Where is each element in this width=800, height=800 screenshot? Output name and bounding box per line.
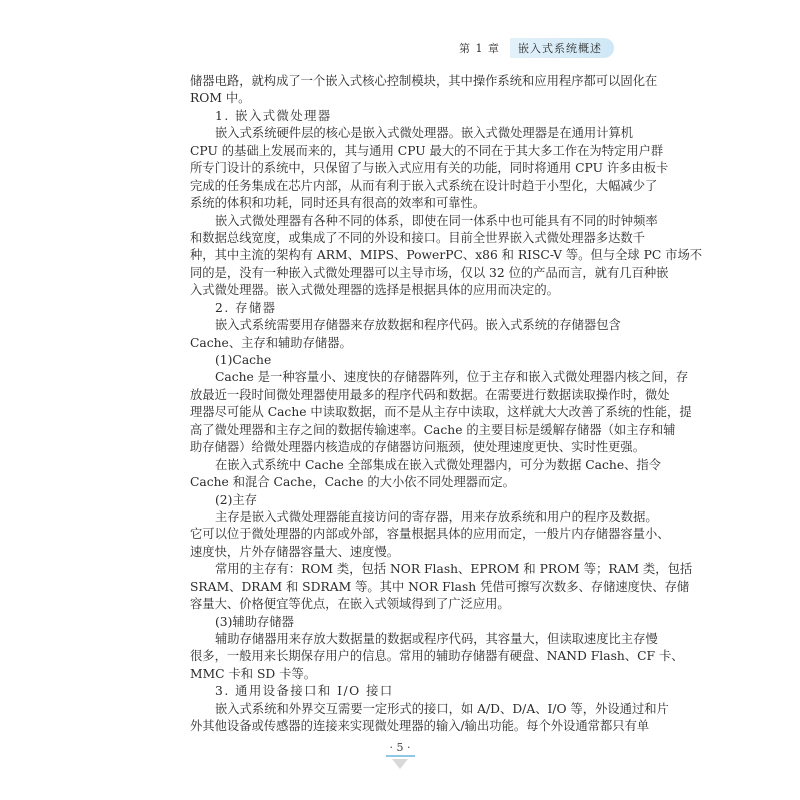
text-line: 理器尽可能从 Cache 中读取数据，而不是从主存中读取，这样就大大改善了系统的性能，提 — [190, 405, 692, 420]
subsection-heading — [190, 492, 612, 509]
paragraph — [190, 213, 703, 300]
text-line: 辅助存储器用来存放大数据量的数据或程序代码，其容量大，但读取速度比主存慢 — [215, 632, 658, 646]
text-line: 外其他设备或传感器的连接来实现微处理器的输入/输出功能。每个外设通常都只有单 — [190, 719, 650, 734]
triangle-decoration-icon — [392, 759, 408, 769]
body-text — [190, 73, 703, 736]
text-line: 嵌入式系统和外界交互需要一定形式的接口，如 A/D、D/A、I/O 等，外设通过和片 — [215, 701, 669, 716]
text-line: CPU 的基础上发展而来的，其与通用 CPU 最大的不同在于其大多工作在为特定用户群 — [190, 143, 664, 158]
text-line: 系统的体积和功耗，同时还具有很高的效率和可靠性。 — [190, 196, 486, 211]
text-line: ROM 中。 — [190, 91, 251, 106]
page-number: · 5 · — [386, 741, 415, 757]
text-line: 嵌入式系统硬件层的核心是嵌入式微处理器。嵌入式微处理器是在通用计算机 — [215, 126, 634, 141]
text-line: 2. 存储器 — [215, 300, 277, 315]
subsection-heading — [190, 614, 612, 631]
text-line: 1. 嵌入式微处理器 — [215, 108, 332, 123]
paragraph — [190, 701, 669, 736]
text-line: MMC 卡和 SD 卡等。 — [190, 666, 317, 681]
text-line: 主存是嵌入式微处理器能直接访问的寄存器，用来存放系统和用户的程序及数据。 — [215, 509, 658, 524]
running-header — [459, 38, 614, 58]
text-line: 同的是，没有一种嵌入式微处理器可以主导市场，仅以 32 位的产品而言，就有几百种嵌 — [190, 265, 669, 280]
text-line: Cache 和混合 Cache，Cache 的大小依不同处理器而定。 — [190, 475, 515, 490]
text-line: (2)主存 — [215, 492, 258, 507]
text-line: 完成的任务集成在芯片内部，从而有利于嵌入式系统在设计时趋于小型化，大幅减少了 — [190, 178, 658, 193]
paragraph — [190, 73, 658, 108]
chapter-number: 第 1 章 — [459, 42, 500, 55]
text-line: 在嵌入式系统中 Cache 全部集成在嵌入式微处理器内，可分为数据 Cache、指令 — [215, 457, 661, 472]
text-line: Cache、主存和辅助存储器。 — [190, 335, 352, 350]
text-line: SRAM、DRAM 和 SDRAM 等。其中 NOR Flash 凭借可擦写次数多、存储速度快、存储 — [190, 579, 690, 594]
section-heading — [190, 683, 612, 700]
text-line: 很多，一般用来长期保存用户的信息。常用的辅助存储器有硬盘、NAND Flash、CF 卡、 — [190, 649, 684, 664]
text-line: 常用的主存有：ROM 类，包括 NOR Flash、EPROM 和 PROM 等；RAM 类，包括 — [215, 562, 693, 577]
text-line: 容量大、价格便宜等优点，在嵌入式领域得到了广泛应用。 — [190, 597, 510, 612]
text-line: 嵌入式微处理器有各种不同的体系，即使在同一体系中也可能具有不同的时钟频率 — [215, 213, 658, 228]
text-line: 嵌入式系统需要用存储器来存放数据和程序代码。嵌入式系统的存储器包含 — [215, 318, 621, 333]
text-line: 所专门设计的系统中，只保留了与嵌入式应用有关的功能，同时将通用 CPU 许多由板卡 — [190, 161, 669, 176]
text-line: 它可以位于微处理器的内部或外部，容量根据具体的应用而定，一般片内存储器容量小、 — [190, 527, 670, 542]
text-line: 3. 通用设备接口和 I/O 接口 — [215, 684, 394, 699]
text-line: 高了微处理器和主存之间的数据传输速率。Cache 的主要目标是缓解存储器（如主存和辅 — [190, 422, 676, 437]
paragraph — [190, 369, 692, 456]
section-heading — [190, 108, 612, 125]
text-line: 储器电路，就构成了一个嵌入式核心控制模块，其中操作系统和应用程序都可以固化在 — [190, 74, 658, 88]
text-line: 种，其中主流的架构有 ARM、MIPS、PowerPC、x86 和 RISC-V 等。但与全球 PC 市场不 — [190, 248, 703, 263]
chapter-title: 嵌入式系统概述 — [510, 38, 614, 58]
text-line: Cache 是一种容量小、速度快的存储器阵列，位于主存和嵌入式微处理器内核之间，存 — [215, 370, 689, 385]
paragraph — [190, 125, 669, 212]
text-line: 助存储器）给微处理器内核造成的存储器访问瓶颈，使处理速度更快、实时性更强。 — [190, 440, 645, 455]
paragraph — [190, 317, 621, 352]
text-line: 和数据总线宽度，或集成了不同的外设和接口。目前全世界嵌入式微处理器多达数千 — [190, 230, 645, 245]
text-line: 速度快，片外存储器容量大、速度慢。 — [190, 544, 400, 559]
page-footer — [0, 736, 800, 769]
text-line: 放最近一段时间微处理器使用最多的程序代码和数据。在需要进行数据读取操作时，微处 — [190, 387, 670, 402]
paragraph — [190, 631, 684, 683]
paragraph — [190, 561, 693, 613]
paragraph — [190, 509, 670, 561]
text-line: 入式微处理器。嵌入式微处理器的选择是根据具体的应用而决定的。 — [190, 283, 559, 298]
section-heading — [190, 300, 612, 317]
text-line: (1)Cache — [215, 353, 272, 367]
text-line: (3)辅助存储器 — [215, 614, 294, 629]
paragraph — [190, 457, 661, 492]
subsection-heading — [190, 352, 612, 369]
